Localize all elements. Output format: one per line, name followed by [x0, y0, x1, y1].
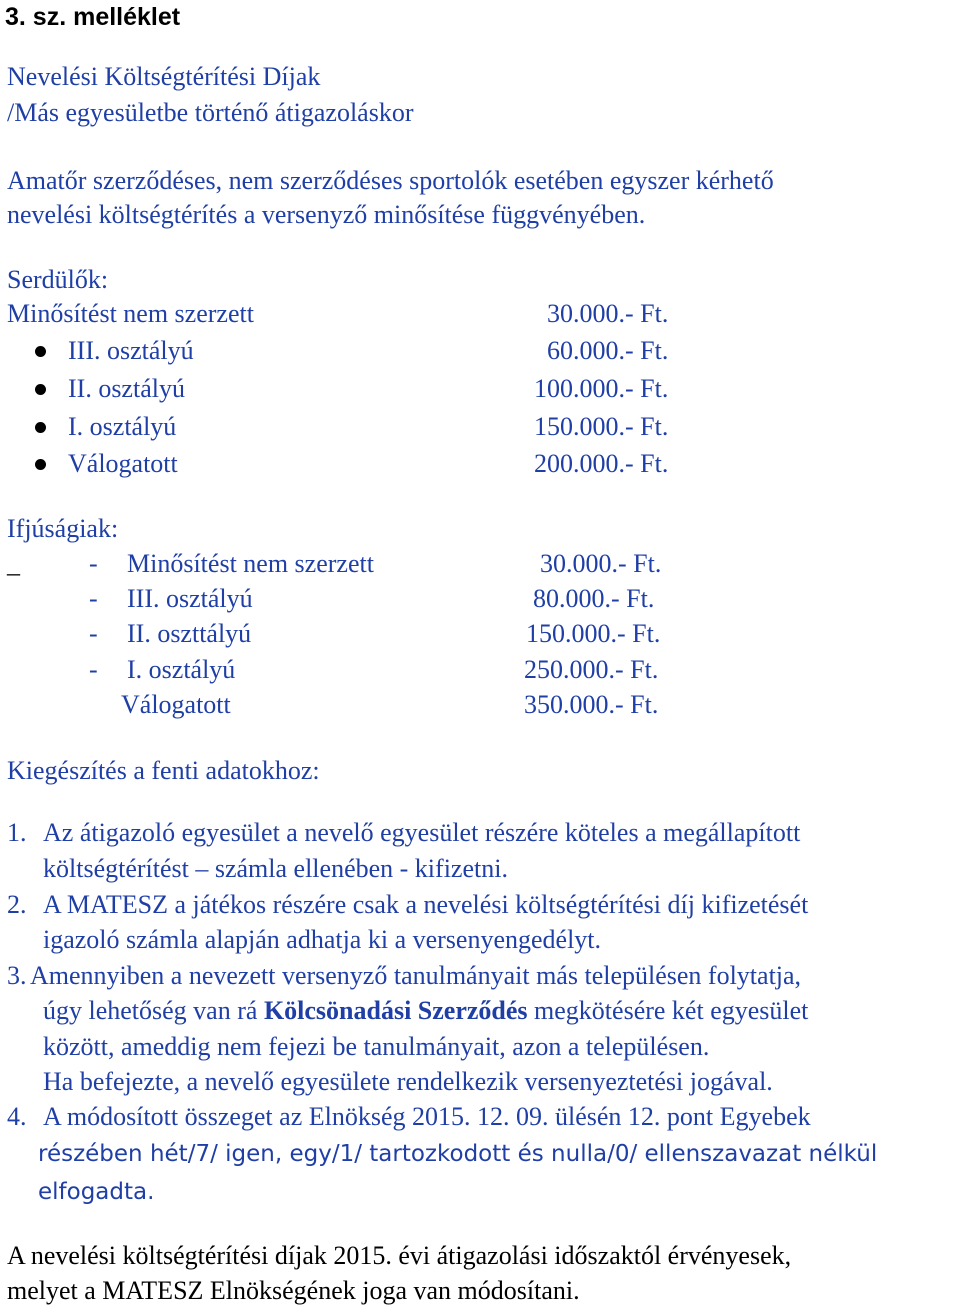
ifjusagiak-item-label: II. oszttályú [127, 619, 252, 648]
serdulok-item-amount: 200.000.- Ft. [534, 449, 669, 478]
supplement-heading: Kiegészítés a fenti adatokhoz: [7, 756, 320, 785]
item-number: 1. [7, 818, 27, 847]
ifjusagiak-item-amount: 250.000.- Ft. [524, 655, 659, 684]
item-2-line-1: A MATESZ a játékos részére csak a nevelési költségtérítési díj kifizetését [43, 890, 809, 919]
item-number: 2. [7, 890, 27, 919]
item-1-line-2: költségtérítést – számla ellenében - kifizetni. [43, 854, 508, 883]
item-3-line-2 [43, 996, 808, 1026]
ifjusagiak-dash: - [89, 584, 98, 613]
serdulok-item-label: II. osztályú [68, 374, 185, 403]
ifjusagiak-dash: - [89, 619, 98, 648]
footer-line-1: A nevelési költségtérítési díjak 2015. évi átigazolási időszaktól érvényesek, [7, 1241, 792, 1270]
ifjusagiak-item-amount: 150.000.- Ft. [526, 619, 661, 648]
item-4-line-2: részében hét/7/ igen, egy/1/ tartozkodott és nulla/0/ ellenszavazat nélkül [38, 1141, 878, 1167]
item-4-line-3: elfogadta. [38, 1179, 155, 1205]
serdulok-heading: Serdülők: [7, 265, 109, 294]
item-number: 3. [7, 961, 27, 990]
intro-line-1: Amatőr szerződéses, nem szerződéses sportolók esetében egyszer kérhető [7, 166, 774, 195]
loan-contract-term: Kölcsönadási Szerződés [263, 996, 528, 1025]
ifjusagiak-item-amount: 30.000.- Ft. [540, 549, 662, 578]
item-number: 4. [7, 1102, 27, 1131]
underscore-mark: _ [7, 549, 20, 578]
ifjusagiak-item-amount: 80.000.- Ft. [533, 584, 655, 613]
serdulok-item-amount: 60.000.- Ft. [547, 336, 669, 365]
item-3-line-4: Ha befejezte, a nevelő egyesülete rendelkezik versenyeztetési jogával. [43, 1067, 773, 1096]
document-title: Nevelési Költségtérítési Díjak [7, 62, 321, 91]
item-3-line-2-post: megkötésére két egyesület [527, 996, 809, 1025]
item-1-line-1: Az átigazoló egyesület a nevelő egyesület részére köteles a megállapított [43, 818, 801, 847]
annex-label: 3. sz. melléklet [5, 3, 181, 31]
serdulok-item-label: Válogatott [68, 449, 178, 478]
ifjusagiak-item-label: III. osztályú [127, 584, 253, 613]
item-3-line-3: között, ameddig nem fejezi be tanulmányait, azon a településen. [43, 1032, 710, 1061]
serdulok-item-label: I. osztályú [68, 412, 177, 441]
ifjusagiak-heading: Ifjúságiak: [7, 514, 119, 543]
bullet-icon [35, 346, 46, 357]
intro-line-2: nevelési költségtérítés a versenyző minősítése függvényében. [7, 200, 646, 229]
serdulok-item-amount: 150.000.- Ft. [534, 412, 669, 441]
bullet-icon [35, 422, 46, 433]
serdulok-item-amount: 100.000.- Ft. [534, 374, 669, 403]
ifjusagiak-dash: - [89, 655, 98, 684]
serdulok-first-label: Minősítést nem szerzett [7, 299, 254, 328]
bullet-icon [35, 459, 46, 470]
footer-line-2: melyet a MATESZ Elnökségének joga van módosítani. [7, 1276, 580, 1305]
item-2-line-2: igazoló számla alapján adhatja ki a versenyengedélyt. [43, 925, 602, 954]
serdulok-first-amount: 30.000.- Ft. [547, 299, 669, 328]
bullet-icon [35, 384, 46, 395]
ifjusagiak-item-amount: 350.000.- Ft. [524, 690, 659, 719]
ifjusagiak-dash: - [89, 549, 98, 578]
serdulok-item-label: III. osztályú [68, 336, 194, 365]
document-subtitle: /Más egyesületbe történő átigazoláskor [7, 98, 414, 127]
ifjusagiak-item-label: Válogatott [121, 690, 231, 719]
ifjusagiak-item-label: Minősítést nem szerzett [127, 549, 374, 578]
item-4-line-1: A módosított összeget az Elnökség 2015. 12. 09. ülésén 12. pont Egyebek [43, 1102, 811, 1131]
item-3-line-2-pre: úgy lehetőség van rá [43, 996, 264, 1025]
item-3-line-1: Amennyiben a nevezett versenyző tanulmányait más településen folytatja, [30, 961, 802, 990]
ifjusagiak-item-label: I. osztályú [127, 655, 236, 684]
